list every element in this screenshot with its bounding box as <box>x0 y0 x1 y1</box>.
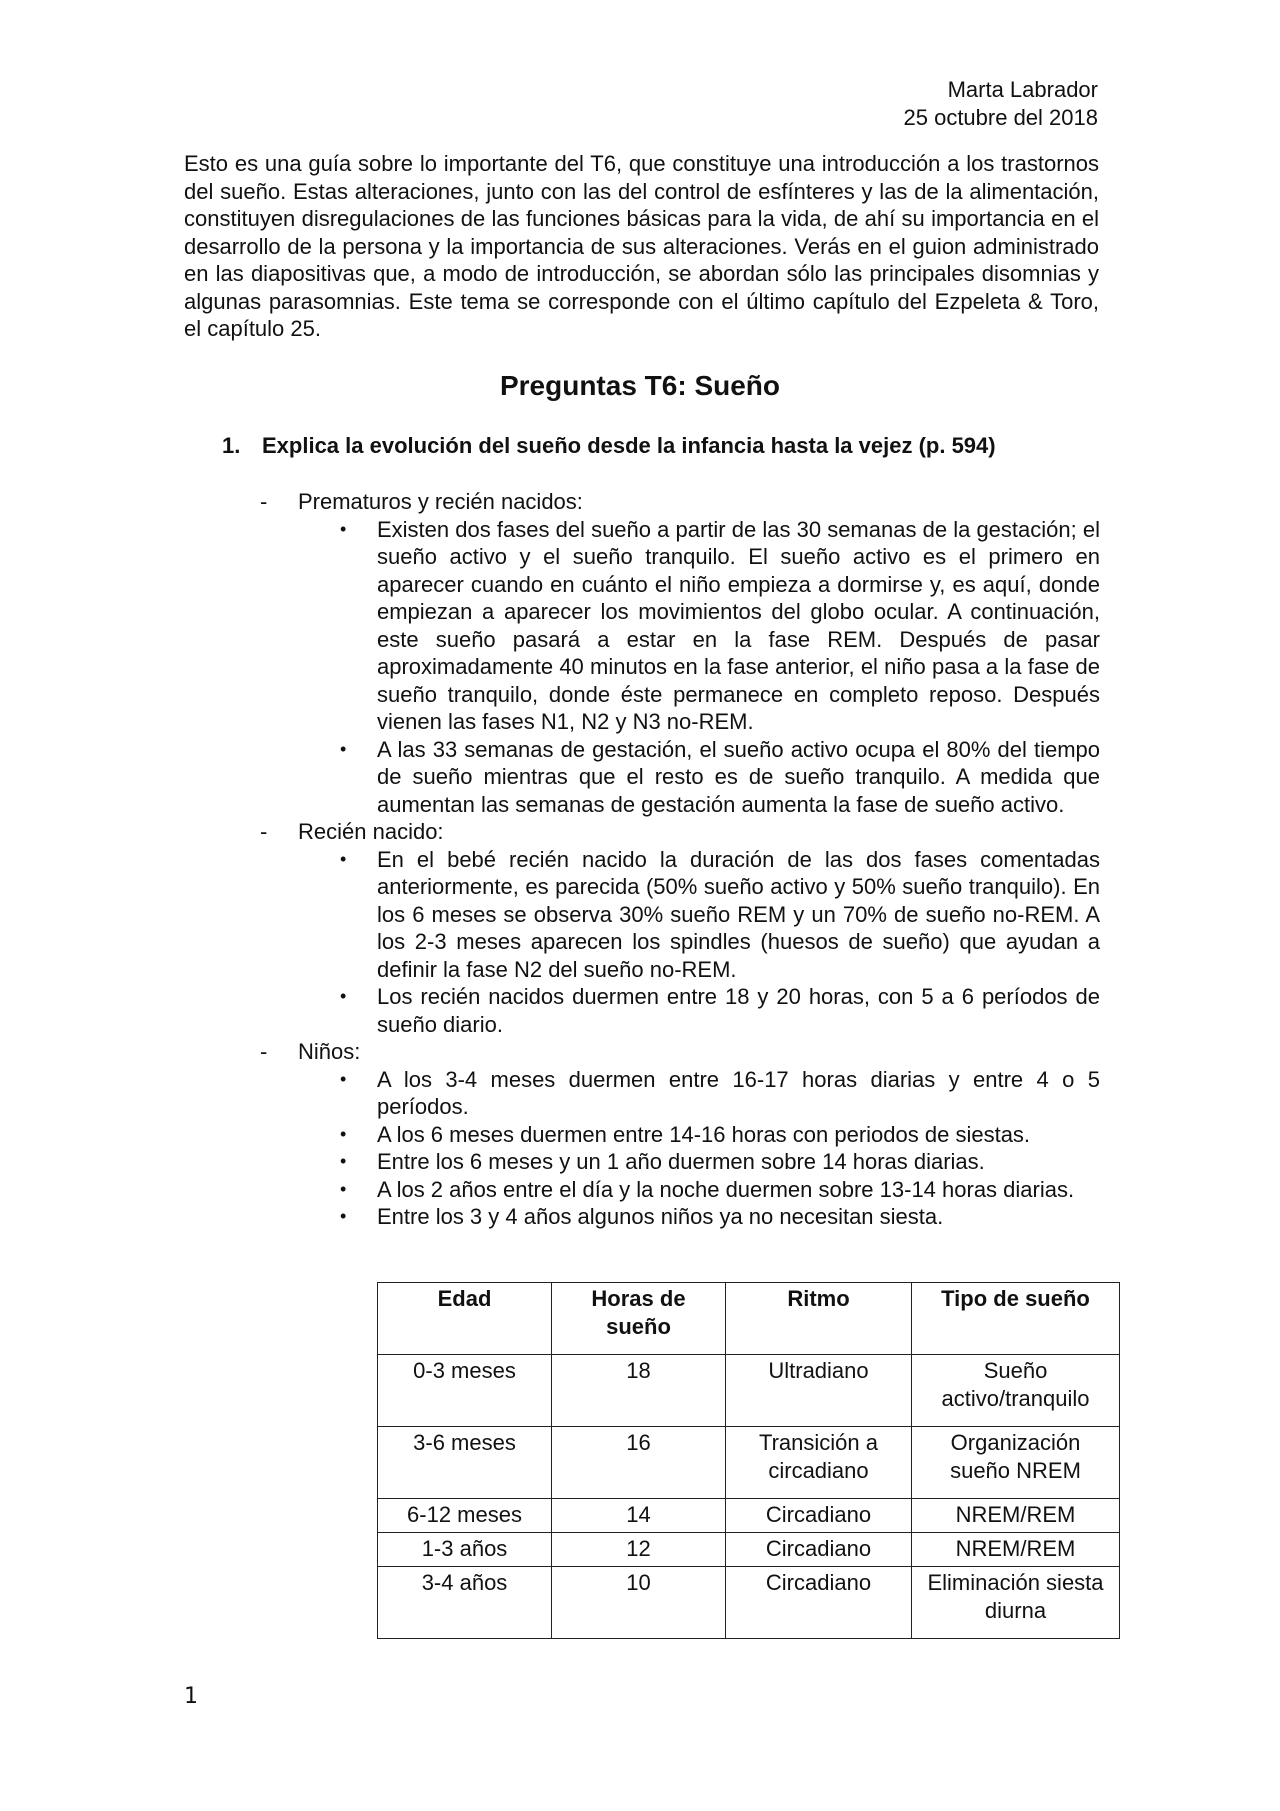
dash-marker: - <box>260 489 268 514</box>
list-item-text: Entre los 3 y 4 años algunos niños ya no necesitan siesta. <box>377 1204 944 1229</box>
list-item-text: En el bebé recién nacido la duración de las dos fases comentadas anteriormente, es parecida (50% sueño activo y 50% sueño tranquilo). En los 6 meses se observa 30% sueño REM y un 70% de sueño no-REM. A los 2-3 meses aparecen los spindles (huesos de sueño) que ayudan a definir la fase N2 del sueño no-REM. <box>377 846 1100 982</box>
list-item-text: Existen dos fases del sueño a partir de las 30 semanas de la gestación; el sueño activo y el sueño tranquilo. El sueño activo es el primero en aparecer cuando en cuánto el niño empieza a dormirse y, es aquí, donde empiezan a aparecer los movimientos del globo ocular. A continuación, este sueño pasará a estar en la fase REM. Después de pasar aproximadamente 40 minutos en la fase anterior, el niño pasa a la fase de sueño tranquilo, donde éste permanece en completo reposo. Después vienen las fases N1, N2 y N3 no-REM. <box>377 516 1100 734</box>
answer-body <box>260 488 1100 1231</box>
list-item-text: Los recién nacidos duermen entre 18 y 20 horas, con 5 a 6 períodos de sueño diario. <box>377 984 1100 1037</box>
bullet-list <box>260 1066 1100 1231</box>
table-cell: 0-3 meses <box>378 1355 552 1427</box>
list-item <box>260 516 1100 736</box>
table-row <box>378 1499 1120 1533</box>
bullet-icon: • <box>340 518 347 539</box>
author-name: Marta Labrador <box>947 77 1098 102</box>
table-cell: Organización sueño NREM <box>912 1427 1120 1499</box>
bullet-icon: • <box>340 1206 347 1226</box>
column-header-ritmo: Ritmo <box>726 1283 912 1355</box>
table-cell: 16 <box>552 1427 726 1499</box>
table-row <box>378 1567 1120 1639</box>
bullet-list <box>260 516 1100 819</box>
section-label-text: Recién nacido: <box>298 819 444 844</box>
bullet-icon: • <box>340 1123 347 1144</box>
bullet-icon: • <box>340 738 347 759</box>
bullet-icon: • <box>340 1068 347 1089</box>
table-row <box>378 1355 1120 1427</box>
bullet-icon: • <box>340 1178 347 1199</box>
column-header-edad: Edad <box>378 1283 552 1355</box>
table-cell: 14 <box>552 1499 726 1533</box>
table-cell: 1-3 años <box>378 1533 552 1567</box>
question-heading <box>222 432 1122 460</box>
page-number: 1 <box>184 1684 198 1709</box>
table-cell: 10 <box>552 1567 726 1639</box>
column-header-tipo: Tipo de sueño <box>912 1283 1120 1355</box>
sleep-table-container <box>377 1282 1120 1639</box>
list-item-text: A las 33 semanas de gestación, el sueño activo ocupa el 80% del tiempo de sueño mientras que el resto es de sueño tranquilo. A medida que aumentan las semanas de gestación aumenta la fase de sueño activo. <box>377 736 1100 817</box>
document-header <box>904 76 1099 132</box>
table-cell: Circadiano <box>726 1533 912 1567</box>
question-number: 1. <box>222 433 241 458</box>
table-cell: Circadiano <box>726 1499 912 1533</box>
list-item <box>260 736 1100 819</box>
table-cell: Circadiano <box>726 1567 912 1639</box>
document-title: Preguntas T6: Sueño <box>499 370 781 401</box>
bullet-list <box>260 846 1100 1039</box>
table-cell: NREM/REM <box>912 1533 1120 1567</box>
table-header-row <box>378 1283 1120 1355</box>
table-cell: 3-4 años <box>378 1567 552 1639</box>
list-item-text: A los 3-4 meses duermen entre 16-17 horas diarias y entre 4 o 5 períodos. <box>377 1066 1100 1119</box>
section-label-text: Prematuros y recién nacidos: <box>298 489 583 514</box>
table-cell: 18 <box>552 1355 726 1427</box>
table-row <box>378 1533 1120 1567</box>
bullet-icon: • <box>340 1151 347 1171</box>
section-label <box>260 488 1100 516</box>
bullet-icon: • <box>340 986 347 1006</box>
section-label <box>260 818 1100 846</box>
dash-marker: - <box>260 1039 268 1064</box>
dash-marker: - <box>260 819 268 844</box>
table-cell: 3-6 meses <box>378 1427 552 1499</box>
intro-paragraph: Esto es una guía sobre lo importante del T6, que constituye una introducción a los trastornos del sueño. Estas alteraciones, junto con las del control de esfínteres y las de la alimentación, constituyen disregulaciones de las funciones básicas para la vida, de ahí su importancia en el desarrollo de la persona y la importancia de sus alteraciones. Verás en el guion administrado en las diapositivas que, a modo de introducción, se abordan sólo las principales disomnias y algunas parasomnias. Este tema se corresponde con el último capítulo del Ezpeleta & Toro, el capítulo 25. <box>184 151 1099 341</box>
table-cell: 6-12 meses <box>378 1499 552 1533</box>
list-item <box>260 846 1100 984</box>
list-item <box>260 1203 1100 1231</box>
table-cell: Transición a circadiano <box>726 1427 912 1499</box>
table-cell: 12 <box>552 1533 726 1567</box>
list-item <box>260 1066 1100 1121</box>
bullet-icon: • <box>340 848 347 869</box>
document-date: 25 octubre del 2018 <box>903 105 1098 130</box>
table-cell: NREM/REM <box>912 1499 1120 1533</box>
question-text: Explica la evolución del sueño desde la infancia hasta la vejez (p. 594) <box>262 433 996 458</box>
table-cell: Eliminación siesta diurna <box>912 1567 1120 1639</box>
list-item <box>260 1148 1100 1176</box>
list-item <box>260 983 1100 1038</box>
section-label-text: Niños: <box>298 1039 361 1064</box>
list-item <box>260 1176 1100 1204</box>
table-row <box>378 1427 1120 1499</box>
list-item-text: A los 2 años entre el día y la noche duermen sobre 13-14 horas diarias. <box>377 1176 1075 1202</box>
list-item <box>260 1121 1100 1149</box>
table-cell: Sueño activo/tranquilo <box>912 1355 1120 1427</box>
list-item-text: A los 6 meses duermen entre 14-16 horas con periodos de siestas. <box>377 1121 1031 1147</box>
list-item-text: Entre los 6 meses y un 1 año duermen sobre 14 horas diarias. <box>377 1149 985 1174</box>
column-header-horas: Horas de sueño <box>552 1283 726 1355</box>
sleep-table <box>377 1282 1120 1639</box>
section-label <box>260 1038 1100 1066</box>
table-cell: Ultradiano <box>726 1355 912 1427</box>
